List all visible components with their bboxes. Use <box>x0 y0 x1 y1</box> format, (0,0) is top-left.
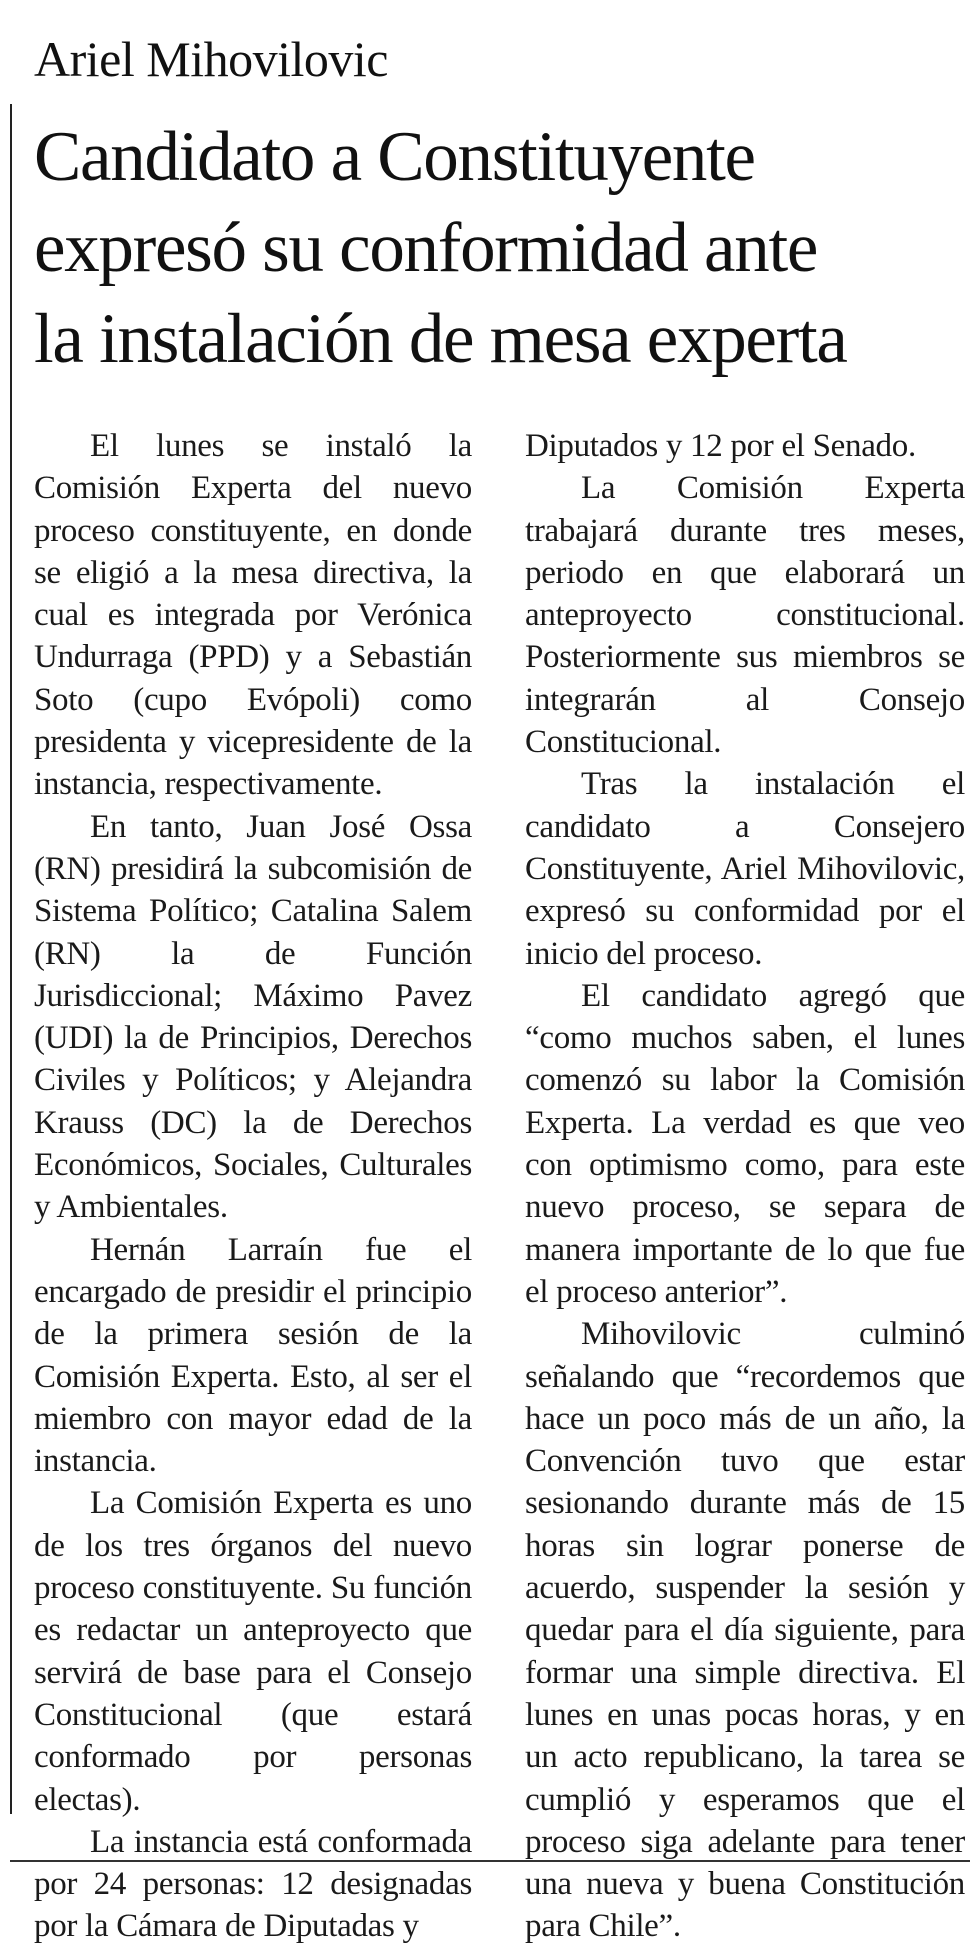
headline-line-1: Candidato a Constituyente <box>34 118 755 196</box>
body-column-right <box>525 425 965 1948</box>
paragraph: El candidato agregó que “como muchos saben, el lunes comenzó su labor la Comisión Experta. La verdad es que veo con optimismo como, para este nuevo proceso, se separa de manera importante de lo que fue el proceso anterior”. <box>525 977 965 1310</box>
paragraph: Tras la instalación el candidato a Consejero Constituyente, Ariel Mihovilovic, expresó su conformidad por el inicio del proceso. <box>525 766 965 972</box>
headline-line-3: la instalación de mesa experta <box>34 300 847 378</box>
vertical-divider <box>10 104 12 1814</box>
article-kicker: Ariel Mihovilovic <box>34 31 388 87</box>
paragraph: Hernán Larraín fue el encargado de presidir el principio de la primera sesión de la Comisión Experta. Esto, al ser el miembro con mayor edad de la instancia. <box>34 1231 472 1480</box>
paragraph-continued: Diputados y 12 por el Senado. <box>525 428 916 464</box>
paragraph: El lunes se instaló la Comisión Experta del nuevo proceso constituyente, en donde se eligió a la mesa directiva, la cual es integrada por Verónica Undurraga (PPD) y a Sebastián Soto (cupo Evópoli) como presidenta y vicepresidente de la instancia, respectivamente. <box>34 428 472 803</box>
bottom-divider <box>10 1860 970 1862</box>
paragraph: En tanto, Juan José Ossa (RN) presidirá la subcomisión de Sistema Político; Catalina Salem (RN) la de Función Jurisdiccional; Máximo Pavez (UDI) la de Principios, Derechos Civiles y Políticos; y Alejandra Krauss (DC) la de Derechos Económicos, Sociales, Culturales y Ambientales. <box>34 808 472 1226</box>
paragraph: La instancia está conformada por 24 personas: 12 designadas por la Cámara de Diputadas y <box>34 1823 472 1945</box>
headline-line-2: expresó su conformidad ante <box>34 209 818 287</box>
paragraph: La Comisión Experta es uno de los tres órganos del nuevo proceso constituyente. Su función es redactar un anteproyecto que servirá de base para el Consejo Constitucional (que estará conformado por personas electas). <box>34 1485 472 1818</box>
body-column-left <box>34 425 472 1948</box>
paragraph: La Comisión Experta trabajará durante tres meses, periodo en que elaborará un anteproyecto constitucional. Posteriormente sus miembros se integrarán al Consejo Constitucional. <box>525 470 965 761</box>
paragraph: Mihovilovic culminó señalando que “recordemos que hace un poco más de un año, la Convención tuvo que estar sesionando durante más de 15 horas sin lograr ponerse de acuerdo, suspender la sesión y quedar para el día siguiente, para formar una simple directiva. El lunes en unas pocas horas, y en un acto republicano, la tarea se cumplió y esperamos que el proceso siga adelante para tener una nueva y buena Constitución para Chile”. <box>525 1316 965 1945</box>
article-headline <box>34 112 964 385</box>
